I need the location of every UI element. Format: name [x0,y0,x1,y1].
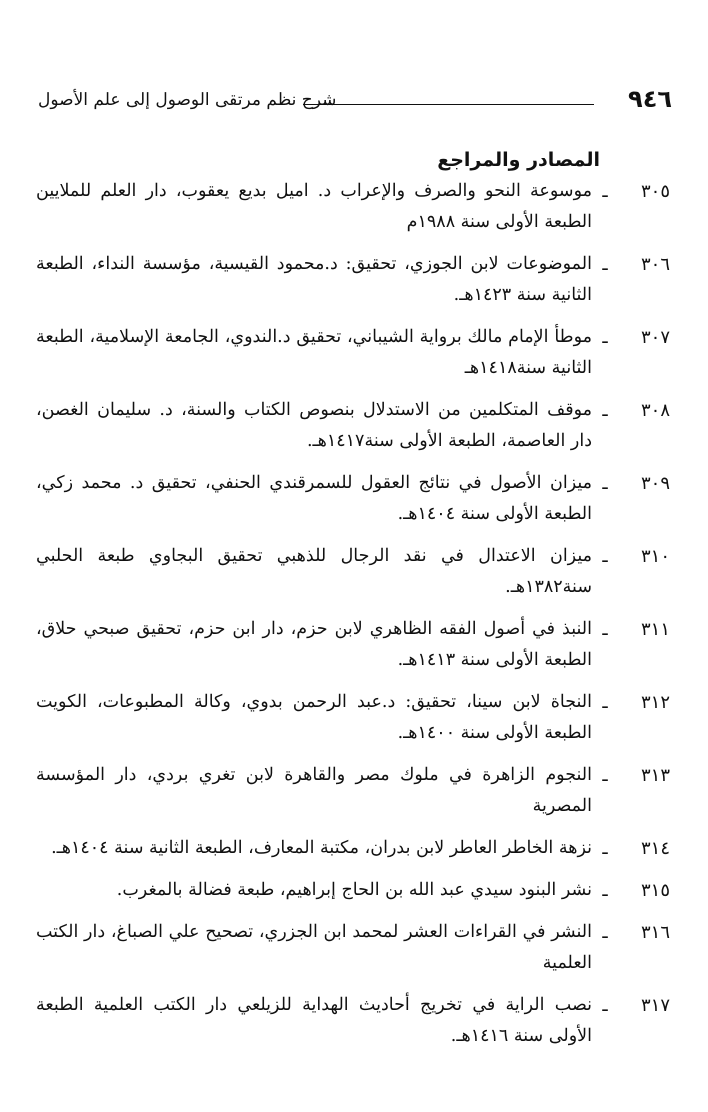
entry-dash: ـ [602,181,608,202]
entry-text: ميزان الاعتدال في نقد الرجال للذهبي تحقيق البجاوي طبعة الحلبي سنة١٣٨٢هـ. [36,546,592,597]
bibliography-entry [36,917,670,979]
entry-number: ٣٠٦ [640,254,670,275]
bibliography-entry [36,990,670,1052]
bibliography-entry [36,875,670,906]
entry-dash: ـ [602,473,608,494]
entry-text: ميزان الأصول في نتائج العقول للسمرقندي الحنفي، تحقيق د. محمد زكي، الطبعة الأولى سنة ١٤٠٤هـ. [36,473,592,524]
entry-text: موطأ الإمام مالك برواية الشيباني، تحقيق د.الندوي، الجامعة الإسلامية، الطبعة الثانية سنة١٤١٨هـ [36,327,592,378]
entry-text: الموضوعات لابن الجوزي، تحقيق: د.محمود القيسية، مؤسسة النداء، الطبعة الثانية سنة ١٤٢٣هـ. [36,254,592,305]
entry-number: ٣٠٧ [640,327,670,348]
bibliography-list [36,176,670,1063]
entry-dash: ـ [602,995,608,1016]
entry-text: موسوعة النحو والصرف والإعراب د. اميل بديع يعقوب، دار العلم للملايين الطبعة الأولى سنة ١٩٨٨م [36,181,592,232]
entry-number: ٣٠٩ [640,473,670,494]
bibliography-entry [36,176,670,238]
entry-text: نشر البنود سيدي عبد الله بن الحاج إبراهيم، طبعة فضالة بالمغرب. [116,880,592,900]
entry-text: موقف المتكلمين من الاستدلال بنصوص الكتاب والسنة، د. سليمان الغصن، دار العاصمة، الطبعة الأولى سنة١٤١٧هـ. [36,400,592,451]
entry-number: ٣٠٥ [640,181,670,202]
entry-number: ٣٠٨ [640,400,670,421]
entry-number: ٣١٥ [640,880,670,901]
entry-number: ٣١٦ [640,922,670,943]
entry-number: ٣١١ [640,619,670,640]
header-rule [303,104,594,105]
entry-number: ٣١٢ [640,692,670,713]
bibliography-entry [36,833,670,864]
entry-dash: ـ [602,765,608,786]
entry-number: ٣١٤ [640,838,670,859]
bibliography-entry [36,249,670,311]
bibliography-entry [36,614,670,676]
bibliography-entry [36,541,670,603]
entry-dash: ـ [602,692,608,713]
bibliography-entry [36,468,670,530]
entry-dash: ـ [602,327,608,348]
entry-number: ٣١٧ [640,995,670,1016]
entry-dash: ـ [602,254,608,275]
entry-text: النشر في القراءات العشر لمحمد ابن الجزري، تصحيح علي الصباغ، دار الكتب العلمية [36,922,592,973]
entry-dash: ـ [602,619,608,640]
entry-text: نزهة الخاطر العاطر لابن بدران، مكتبة المعارف، الطبعة الثانية سنة ١٤٠٤هـ. [51,838,592,858]
entry-text: النجاة لابن سينا، تحقيق: د.عبد الرحمن بدوي، وكالة المطبوعات، الكويت الطبعة الأولى سنة ١٤٠٠هـ. [36,692,592,743]
bibliography-entry [36,395,670,457]
bibliography-entry [36,687,670,749]
running-header [38,84,672,120]
bibliography-entry [36,322,670,384]
entry-dash: ـ [602,838,608,859]
entry-dash: ـ [602,546,608,567]
entry-number: ٣١٠ [640,546,670,567]
running-title: شرح نظم مرتقى الوصول إلى علم الأصول [38,90,337,110]
entry-dash: ـ [602,400,608,421]
entry-text: النبذ في أصول الفقه الظاهري لابن حزم، دار ابن حزم، تحقيق صبحي حلاق، الطبعة الأولى سنة ١٤١٣هـ. [36,619,592,670]
entry-number: ٣١٣ [640,765,670,786]
entry-dash: ـ [602,880,608,901]
entry-text: نصب الراية في تخريج أحاديث الهداية للزيلعي دار الكتب العلمية الطبعة الأولى سنة ١٤١٦هـ. [36,995,592,1046]
entry-text: النجوم الزاهرة في ملوك مصر والقاهرة لابن تغري بردي، دار المؤسسة المصرية [36,765,592,816]
section-heading: المصادر والمراجع [437,149,600,171]
page-number: ٩٤٦ [628,85,672,113]
entry-dash: ـ [602,922,608,943]
bibliography-entry [36,760,670,822]
